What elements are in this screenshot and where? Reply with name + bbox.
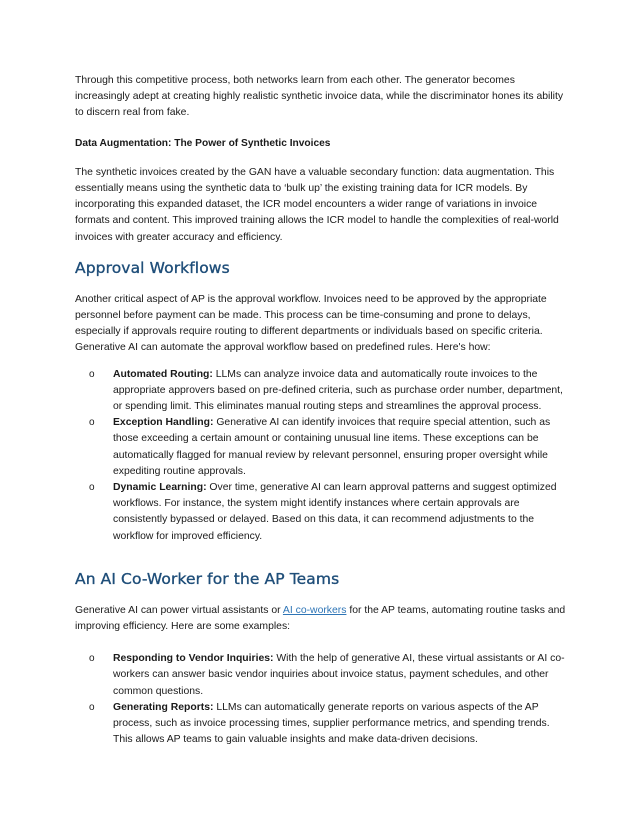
bullet-term: Exception Handling: (113, 417, 214, 429)
augmentation-subheading: Data Augmentation: The Power of Synthetic Invoices (75, 137, 331, 149)
bullet-text: With the help of generative AI, these virtual assistants or AI co-workers can answer basic vendor inquiries about invoice status, payment schedules, and other common questions. (113, 653, 565, 697)
augmentation-paragraph: The synthetic invoices created by the GAN have a valuable secondary function: data augmentation. This essentially means using the synthetic data to ‘bulk up’ the existing training data for ICR models. By incorporating this expanded dataset, the ICR model encounters a wider range of variations in invoice formats and content. This improved training allows the ICR model to handle the complexities of real-world invoices with greater accuracy and efficiency. (75, 166, 559, 243)
hollow-bullet-icon: o (89, 368, 95, 380)
hollow-bullet-icon: o (89, 653, 95, 665)
ai-coworkers-link[interactable]: AI co-workers (282, 604, 347, 616)
document-page (75, 73, 567, 749)
coworker-paragraph (75, 603, 567, 635)
bullet-text: LLMs can analyze invoice data and automatically route invoices to the appropriate approvers based on pre-defined criteria, such as purchase order number, department, or spending limit. This eliminates manual routing steps and streamlines the approval process. (113, 368, 563, 413)
intro-paragraph: Through this competitive process, both networks learn from each other. The generator becomes increasingly adept at creating highly realistic synthetic invoice data, while the discriminator hones its ability to discern real from fake. (75, 75, 564, 119)
ai-coworker-heading: An AI Co-Worker for the AP Teams (75, 569, 340, 588)
list-item (75, 480, 567, 545)
coworker-bullet-list (75, 651, 567, 748)
bullet-text: LLMs can automatically generate reports on various aspects of the AP process, such as invoice processing times, supplier performance metrics, and spending trends. This allows AP teams to gain valuable insights and make data-driven decisions. (113, 701, 550, 746)
bullet-term: Responding to Vendor Inquiries: (113, 653, 274, 665)
bullet-term: Generating Reports: (113, 701, 214, 713)
coworker-text-before-link: Generative AI can power virtual assistants or (75, 604, 283, 616)
list-item (75, 651, 567, 700)
section-spacer (75, 545, 567, 565)
hollow-bullet-icon: o (89, 417, 95, 429)
approval-paragraph: Another critical aspect of AP is the approval workflow. Invoices need to be approved by the appropriate personnel before payment can be made. This process can be time-consuming and prone to delays, especially if approvals require routing to different departments or individuals based on specific criteria. Generative AI can automate the approval workflow based on predefined rules. Here's how: (75, 293, 547, 354)
approval-bullet-list (75, 367, 567, 545)
bullet-term: Dynamic Learning: (113, 482, 207, 494)
approval-workflows-heading: Approval Workflows (75, 258, 230, 277)
list-item (75, 367, 567, 416)
hollow-bullet-icon: o (89, 482, 95, 494)
coworker-text-after-link: for the AP teams, automating routine tasks and improving efficiency. Here are some examples: (75, 604, 566, 633)
bullet-text: Over time, generative AI can learn approval patterns and suggest optimized workflows. For instance, the system might identify instances where certain approvals are consistently bypassed or delayed. Based on this data, it can recommend adjustments to the workflow for improved efficiency. (113, 482, 557, 542)
bullet-text: Generative AI can identify invoices that require special attention, such as those exceeding a certain amount or containing unusual line items. These exceptions can be automatically flagged for manual review by relevant personnel, ensuring proper oversight while expediting routine approvals. (113, 417, 551, 477)
list-item (75, 700, 567, 749)
hollow-bullet-icon: o (89, 701, 95, 713)
list-item (75, 415, 567, 480)
bullet-term: Automated Routing: (113, 368, 213, 380)
